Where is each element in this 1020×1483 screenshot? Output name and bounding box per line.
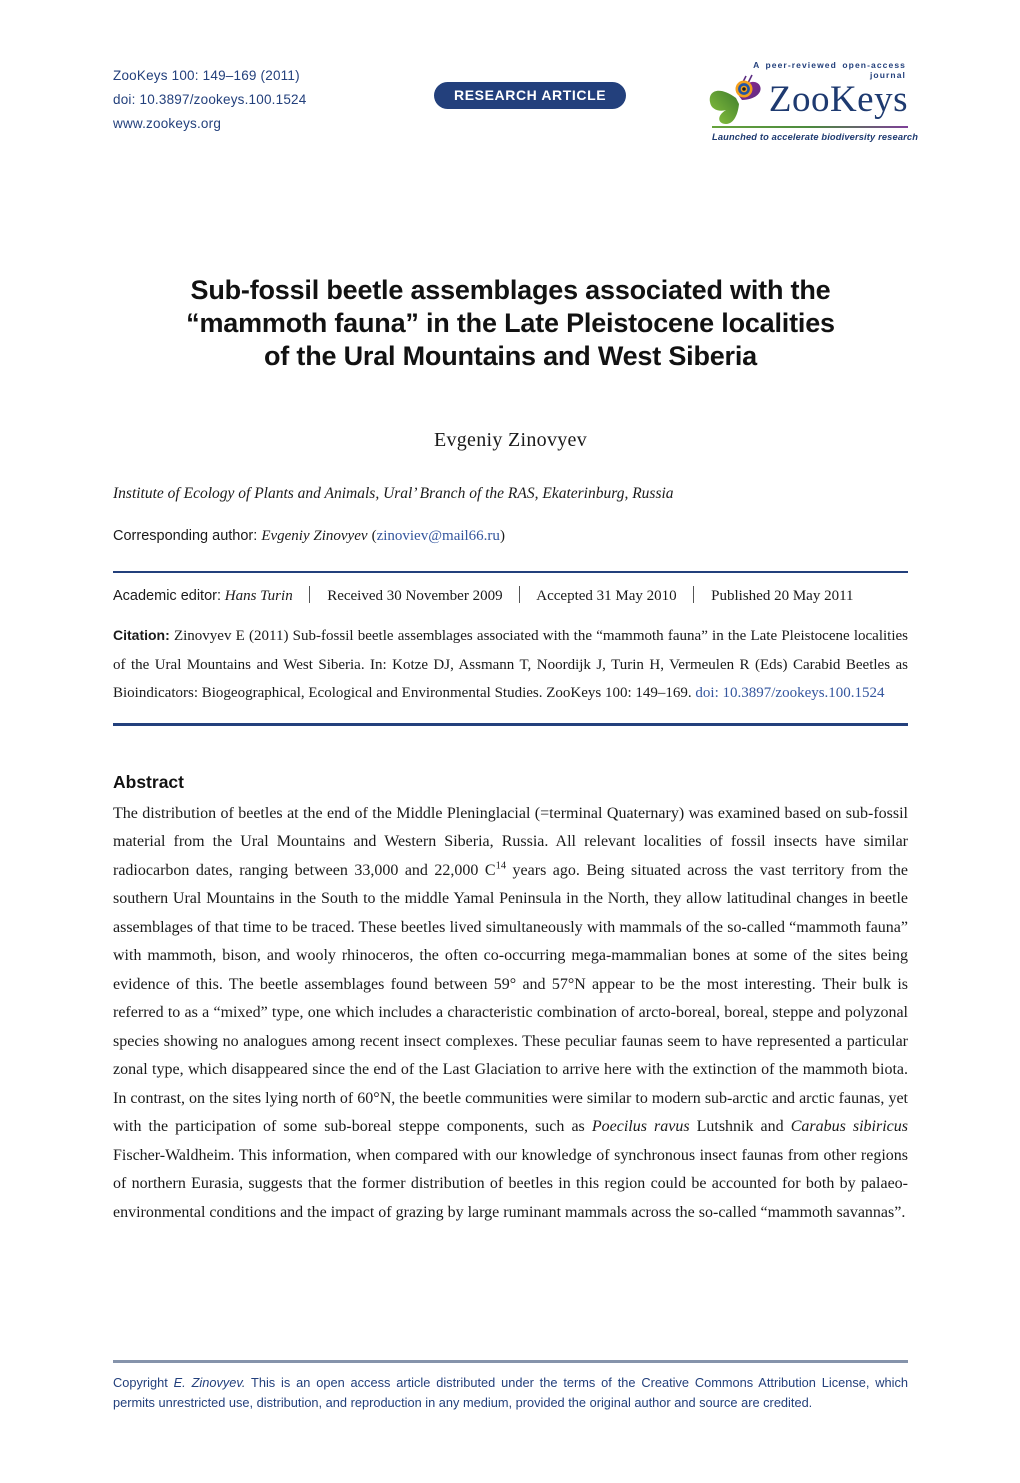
citation-doi-link[interactable]: doi: 10.3897/zookeys.100.1524 (695, 685, 885, 701)
copyright-footer (113, 1360, 908, 1413)
article-title-line-3: of the Ural Mountains and West Siberia (264, 341, 757, 371)
journal-citation-line: ZooKeys 100: 149–169 (2011) (113, 68, 300, 83)
abstract-heading: Abstract (113, 771, 184, 792)
abstract-body (113, 800, 908, 1228)
accepted-date: Accepted 31 May 2010 (536, 588, 677, 604)
copyright-statement: This is an open access article distributed under the terms of the Creative Commons Attribution License, which permits unrestricted use, distribution, and reproduction in any medium, provided the original author and source are credited. (113, 1375, 908, 1410)
journal-header (113, 60, 919, 146)
article-title (113, 274, 908, 373)
divider-above-editor-line (113, 571, 908, 573)
corresponding-author-label: Corresponding author: (113, 528, 258, 544)
abstract-seg2: years ago. Being situated across the vast territory from the southern Ural Mountains in the South to the middle Yamal Peninsula in the North, they allow latitudinal changes in beetle assemblages of that time to be traced. These beetles lived simultaneously with mammals of the so-called “mammoth fauna” with mammoth, bison, and wooly rhinoceros, the often co-occurring mega-mammalian bones at some of the sites being evidence of this. The beetle assemblages found between 59° and 57°N appear to be the most interesting. Their bulk is referred to as a “mixed” type, one which includes a characteristic combination of arcto-boreal, boreal, steppe and polyzonal species showing no analogues among recent insect complexes. These peculiar faunas seem to have represented a particular zonal type, which disappeared since the end of the Last Glaciation to arrive here with the extinction of the mammoth biota. In contrast, on the sites lying north of 60°N, the beetle communities were similar to modern sub-arctic and arctic faunas, yet with the participation of some sub-boreal steppe components, such as (113, 861, 909, 1135)
research-article-badge: RESEARCH ARTICLE (434, 82, 626, 109)
editor-dates-line (113, 586, 908, 605)
separator-bar (693, 586, 694, 603)
species-name-carabus-sibiricus: Carabus sibiricus (790, 1118, 908, 1135)
zookeys-logo (712, 60, 919, 142)
received-date: Received 30 November 2009 (327, 588, 503, 604)
logo-row (712, 80, 908, 124)
footer-divider (113, 1360, 908, 1363)
copyright-author: E. Zinovyev. (173, 1375, 246, 1390)
article-title-line-2: “mammoth fauna” in the Late Pleistocene localities (186, 308, 835, 338)
butterfly-logo-icon (706, 72, 768, 133)
species-name-poecilus-ravus: Poecilus ravus (591, 1118, 690, 1135)
abstract-superscript-14: 14 (495, 860, 507, 872)
logo-top-tagline: A peer-reviewed open-access journal (753, 60, 906, 80)
copyright-word: Copyright (113, 1375, 174, 1390)
author-name: Evgeniy Zinovyev (433, 429, 588, 451)
corresponding-author-line (113, 528, 908, 545)
copyright-text (113, 1373, 908, 1413)
corresponding-author-email-link[interactable]: zinoviev@mail66.ru (376, 528, 500, 544)
logo-bottom-tagline: Launched to accelerate biodiversity research (712, 132, 919, 142)
journal-doi-line: doi: 10.3897/zookeys.100.1524 (113, 92, 307, 107)
separator-bar (309, 586, 310, 603)
citation-text: Zinovyev E (2011) Sub-fossil beetle assemblages associated with the “mammoth fauna” in the Late Pleistocene localities of the Ural Mountains and West Siberia. In: Kotze DJ, Assmann T, Noordijk J, Turin H, Vermeulen R (Eds) Carabid Beetles as Bioindicators: Biogeographical, Ecological and Environmental Studies. ZooKeys 100: 149–169. (113, 628, 908, 701)
journal-meta-block (113, 64, 306, 136)
published-date: Published 20 May 2011 (711, 588, 854, 604)
page-content (113, 0, 919, 1227)
abstract-seg1: The distribution of beetles at the end of the Middle Pleninglacial (=terminal Quaternary) was examined based on sub-fossil material from the Ural Mountains and Western Siberia, Russia. All relevant localities of fossil insects have similar radiocarbon dates, ranging between 33,000 and 22,000 C (113, 804, 908, 879)
academic-editor-label: Academic editor: (113, 588, 221, 604)
article-title-line-1: Sub-fossil beetle assemblages associated with the (190, 275, 831, 305)
academic-editor-name: Hans Turin (224, 588, 293, 604)
logo-wordmark: ZooKeys (768, 79, 908, 120)
journal-website-link[interactable]: www.zookeys.org (113, 116, 222, 131)
paren-close: ) (499, 528, 505, 544)
divider-below-citation (113, 723, 908, 726)
paren-open: ( (371, 528, 377, 544)
citation-block (113, 621, 908, 708)
author-affiliation: Institute of Ecology of Plants and Animals, Ural’ Branch of the RAS, Ekaterinburg, Russia (113, 485, 674, 502)
separator-bar (519, 586, 520, 603)
abstract-seg3: Lutshnik and (689, 1118, 791, 1135)
citation-label: Citation: (113, 627, 170, 643)
abstract-seg4: Fischer-Waldheim. This information, when compared with our knowledge of synchronous insect faunas from other regions of northern Eurasia, suggests that the former distribution of beetles in this region could be accounted for both by palaeo-environmental conditions and the impact of grazing by large ruminant mammals across the so-called “mammoth savannas”. (113, 1146, 908, 1221)
corresponding-author-name: Evgeniy Zinovyev (261, 528, 368, 544)
